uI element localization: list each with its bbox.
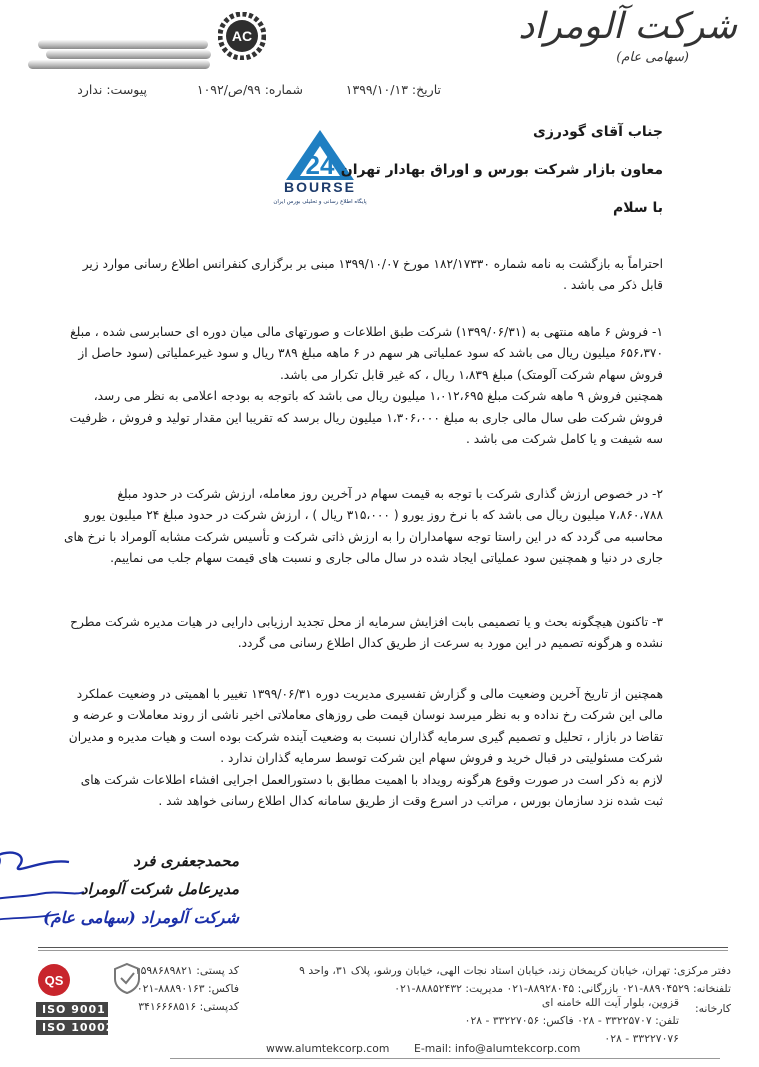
qs-icon bbox=[36, 962, 80, 998]
company-brand bbox=[518, 6, 737, 76]
office-address: دفتر مرکزی: تهران، خیابان کریمخان زند، خیابان استاد نجات الهی، خیابان ورشو، پلاک ۳۱، واحد ۹ bbox=[299, 964, 731, 977]
svg-text:24: 24 bbox=[305, 150, 335, 180]
factory-phone-2: ۳۳۲۲۷۰۷۶ - ۰۲۸ bbox=[604, 1032, 679, 1045]
cert-seal-icon bbox=[112, 962, 142, 994]
item-3: ۳- تاکنون هیچگونه بحث و یا تصمیمی بابت افزایش سرمایه از محل تجدید ارزیابی دارایی در هیات مدیره شرکت مطرح نشده و هرگونه تصمیم در این مورد به سرعت از طریق کدال اطلاع رسانی می گردد. bbox=[70, 615, 663, 651]
qs-certification-badge bbox=[36, 962, 115, 1034]
item-2: ۲- در خصوص ارزش گذاری شرکت با توجه به قیمت سهام در آخرین روز معامله، ارزش شرکت در حدود مبلغ ۷،۸۶۰،۷۸۸ میلیون ریال می باشد که با نرخ روز یورو ( ۳۱۵،۰۰۰ ریال ) ، ارزش شرکت در حدود مبلغ ۲۴ میلیون یورو محاسبه می گردد که در این راستا توجه سهامداران را به ارزش ذاتی شرکت و تأسیس شرکت مشابه آلومراد با نرخ های جاری در دنیا و همچنین سود عملیاتی ایجاد شده در سال مالی جاری و نسبت های قیمت سهام جلب می نماییم. bbox=[63, 487, 663, 566]
number-field: شماره: ۹۹/ص/۱۰۹۲ bbox=[196, 82, 303, 97]
factory-label: کارخانه: bbox=[694, 1002, 731, 1015]
svg-text:QS: QS bbox=[44, 973, 64, 988]
signer-name: محمدجعفری فرد bbox=[133, 852, 239, 870]
footer-divider-2 bbox=[38, 950, 728, 951]
item-1: ۱- فروش ۶ ماهه منتهی به (۱۳۹۹/۰۶/۳۱) شرکت طبق اطلاعات و صورتهای مالی میان دوره ای حسابرسی شده ، مبلغ ۶۵۶،۳۷۰ میلیون ریال می باشد که سود عملیاتی هر سهم در ۶ ماهه مبلغ ۳۸۹ ریال و سود غیرعملیاتی (سود حاصل از فروش سهام شرکت آلومتک) مبلغ ۱،۸۳۹ ریال ، که غیر قابل تکرار می باشد. همچنین فروش ۹ ماهه شرکت مبلغ ۱،۰۱۲،۶۹۵ میلیون ریال می باشد که باتوجه به بودجه اعلامی به نظر می رسد، فروش شرکت طی سال مالی جاری به مبلغ ۱،۳۰۶،۰۰۰ میلیون ریال برسد که تقریبا این مقدار تولید و فروش ، ظرفیت سه شیفت و یا کامل شرکت می باشد . bbox=[69, 325, 663, 447]
closing-paragraph: همچنین از تاریخ آخرین وضعیت مالی و گزارش تفسیری مدیریت دوره ۱۳۹۹/۰۶/۳۱ تغییر با اهمیتی در وضعیت عملکرد مالی این شرکت رخ نداده و به نظر میرسد نوسان قیمت طی روزهای معاملاتی اخیر ناشی از روند معاملات و عرضه و تقاضا در بازار ، تحلیل و تصمیم گیری سرمایه گذاران نسبت به وضعیت آینده شرکت بوده است و هیات مدیره و مدیران شرکت مسئولیتی در قبال خرید و فروش سهام این شرکت توسط سرمایه گذاران ندارد . لازم به ذکر است در صورت وقوع هرگونه رویداد با اهمیت مطابق با دستورالعمل اجرایی افشاء اطلاعات شرکت های ثبت شده نزد سازمان بورس ، مراتب در اسرع وقت از طریق سامانه کدال اطلاع رسانی خواهد شد . bbox=[68, 687, 663, 809]
factory-phone: تلفن: ۳۳۲۲۵۷۰۷ - ۰۲۸ فاکس: ۳۳۲۲۷۰۵۶ - ۰۲۸ bbox=[464, 1014, 679, 1027]
attachment-field: پیوست: ندارد bbox=[77, 82, 147, 97]
footer-rule bbox=[170, 1058, 720, 1059]
iso-9001-badge: ISO 9001 bbox=[36, 1002, 108, 1017]
company-name: شرکت آلومراد bbox=[518, 6, 737, 47]
svg-text:BOURSE: BOURSE bbox=[284, 179, 356, 195]
svg-text:AC: AC bbox=[231, 28, 253, 44]
recipient-line2: معاون بازار شرکت بورس و اوراق بهادار تهران bbox=[340, 162, 663, 178]
company-stamp: شرکت آلومراد (سهامی عام) bbox=[43, 908, 239, 927]
factory-address: قزوین، بلوار آیت الله خامنه ای bbox=[541, 996, 679, 1009]
signature-block bbox=[43, 852, 239, 952]
email-link[interactable]: E-mail: info@alumtekcorp.com bbox=[414, 1042, 581, 1055]
factory-postal-code: کدپستی: ۳۴۱۶۶۶۸۵۱۶ bbox=[138, 1000, 239, 1013]
postal-code: کد پستی: ۱۵۹۸۶۸۹۸۲۱ bbox=[134, 964, 239, 977]
greeting: با سلام bbox=[612, 200, 663, 216]
pipes-graphic bbox=[28, 18, 218, 68]
intro-paragraph: احتراماً به بازگشت به نامه شماره ۱۸۲/۱۷۳۳۰ مورخ ۱۳۹۹/۱۰/۰۷ مبنی بر برگزاری کنفرانس اطلاع رسانی موارد زیر قابل ذکر می باشد . bbox=[82, 257, 663, 293]
office-fax: فاکس: ۸۸۸۹۰۱۶۳-۰۲۱ bbox=[136, 982, 239, 995]
company-type: (سهامی عام) bbox=[616, 50, 689, 65]
date-field: تاریخ: ۱۳۹۹/۱۰/۱۳ bbox=[345, 82, 441, 97]
footer-divider bbox=[38, 947, 728, 948]
signer-title: مدیرعامل شرکت آلومراد bbox=[80, 880, 239, 898]
website-link[interactable]: www.alumtekcorp.com bbox=[266, 1042, 390, 1055]
iso-10002-badge: ISO 10002 bbox=[36, 1020, 108, 1035]
recipient-line1: جناب آقای گودرزی bbox=[533, 124, 663, 140]
ac-logo bbox=[218, 12, 266, 60]
svg-text:پایگاه اطلاع رسانی و تحلیلی بو: پایگاه اطلاع رسانی و تحلیلی بورس ایران bbox=[273, 199, 367, 205]
office-phones: تلفنخانه: ۸۸۹۰۴۵۲۹-۰۲۱ بازرگانی: ۸۸۹۲۸۰۴۵-۰۲۱ مدیریت: ۸۸۸۵۲۴۳۲-۰۲۱ bbox=[394, 982, 731, 995]
